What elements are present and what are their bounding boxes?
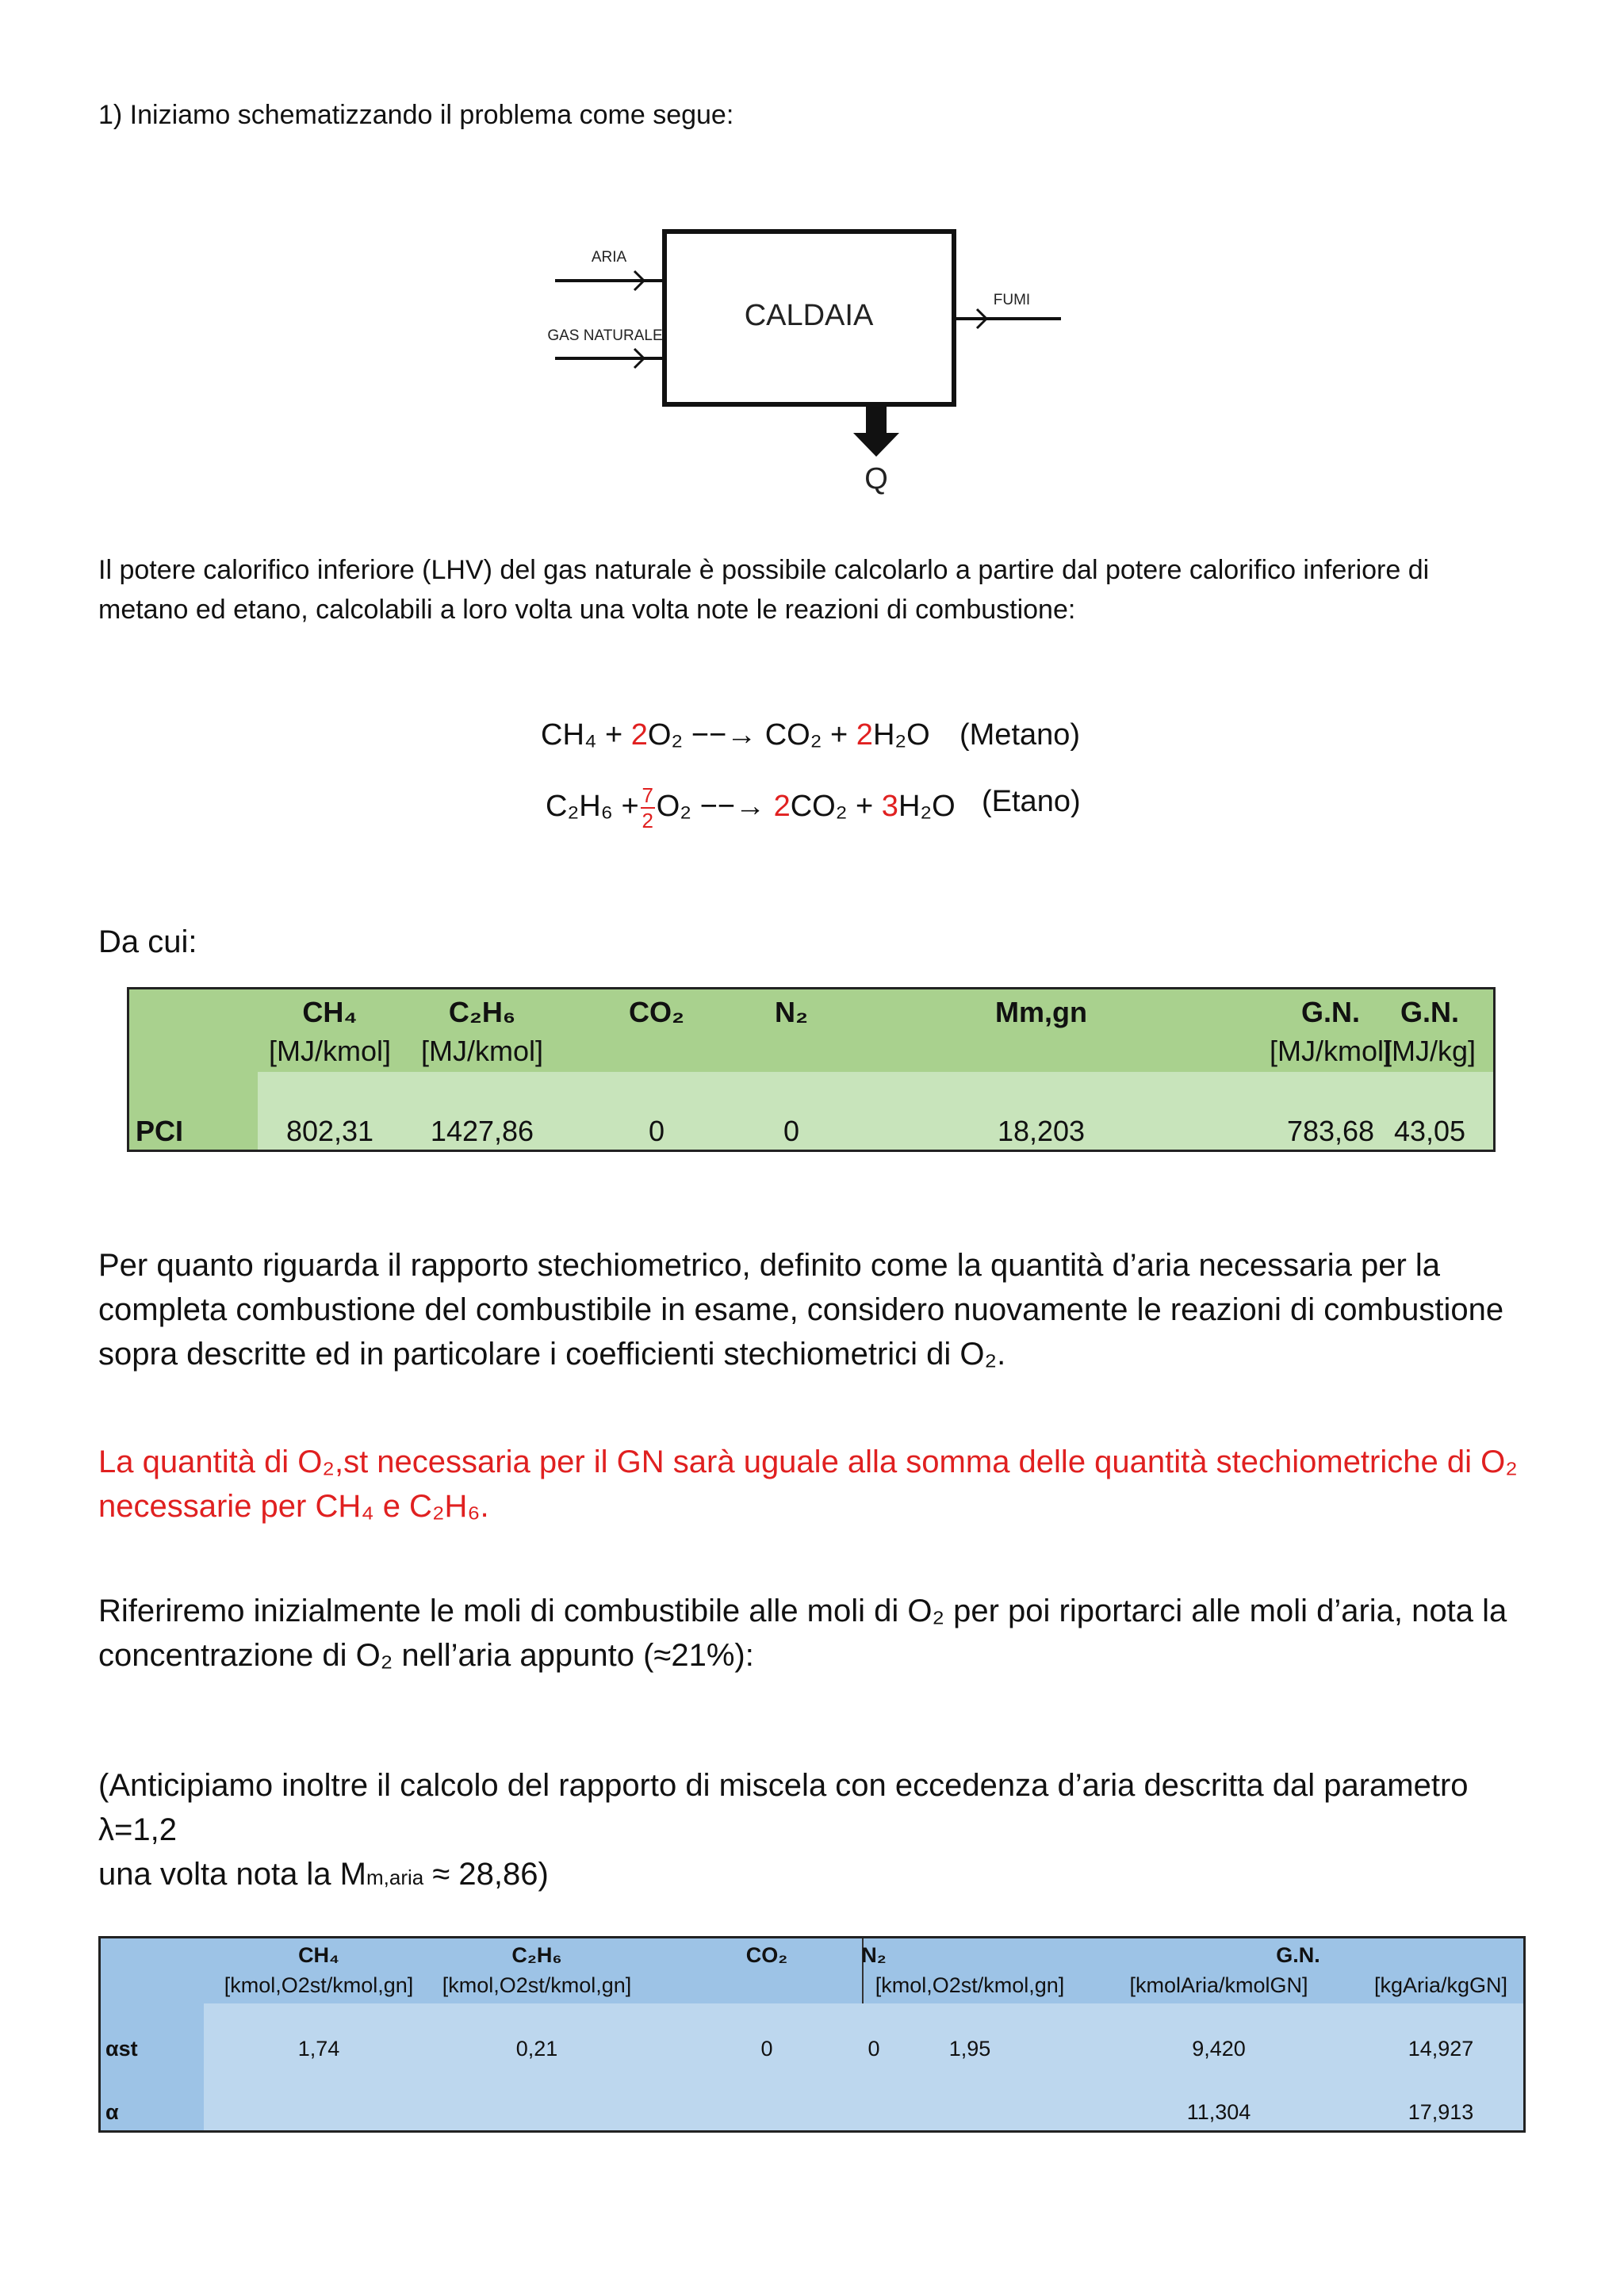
ethane-fraction-denominator: 2 xyxy=(642,809,653,832)
stoich-table xyxy=(98,1936,1526,2133)
pci-header-gn-kmol: G.N. xyxy=(1300,996,1360,1028)
ethane-arrow: −−→ xyxy=(699,790,765,824)
ethane-co2-coefficient: 2 xyxy=(773,790,791,824)
da-cui-text: Da cui: xyxy=(98,924,197,959)
stoich-alpha-st-c2h6: 0,21 xyxy=(515,2037,558,2061)
ethane-plus-1: + xyxy=(621,790,639,824)
stoich-header-gn: G.N. xyxy=(1276,1943,1320,1967)
stoich-row-alpha-st-label: αst xyxy=(105,2037,138,2061)
lhv-paragraph: Il potere calorifico inferiore (LHV) del gas naturale è possibile calcolarlo a partire dal potere calorifico inferiore di metano ed etano, calcolabili a loro volta una volta note le reazioni di combustione: xyxy=(98,555,1430,625)
stoich-header-co2: CO₂ xyxy=(745,1943,788,1967)
methane-label: (Metano) xyxy=(959,718,1081,752)
heat-arrow-shaft xyxy=(866,406,887,434)
gas-label: GAS NATURALE xyxy=(547,327,663,344)
lambda-line-2-subscript: m,aria xyxy=(366,1866,424,1889)
fumes-label: FUMI xyxy=(993,292,1031,308)
stoich-paragraph: Per quanto riguarda il rapporto stechiometrico, definito come la quantità d’aria necessaria per la completa combustione del combustibile in esame, considero nuovamente le reazioni di combustione sopra descritte ed in particolare i coefficienti stechiometrici di O₂. xyxy=(98,1248,1504,1372)
stoich-unit-ch4: [kmol,O2st/kmol,gn] xyxy=(224,1973,414,1997)
stoich-alpha-st-gn-o2: 1,95 xyxy=(948,2037,991,2061)
pci-header-co2: CO₂ xyxy=(629,996,684,1028)
methane-plus-1: + xyxy=(604,718,623,752)
pci-unit-gn-kg: [MJ/kg] xyxy=(1383,1035,1476,1067)
methane-plus-2: + xyxy=(830,718,848,752)
pci-value-n2: 0 xyxy=(783,1115,800,1147)
pci-value-mm: 18,203 xyxy=(997,1115,1086,1147)
boiler-diagram xyxy=(523,214,1094,507)
stoich-alpha-st-gn-kg: 14,927 xyxy=(1408,2037,1474,2061)
pci-unit-ch4: [MJ/kmol] xyxy=(268,1035,391,1067)
stoich-header-ch4: CH₄ xyxy=(298,1943,339,1967)
pci-unit-c2h6: [MJ/kmol] xyxy=(420,1035,543,1067)
intro-text: 1) Iniziamo schematizzando il problema come segue: xyxy=(98,100,734,130)
air-label: ARIA xyxy=(591,249,627,266)
pci-row-label: PCI xyxy=(136,1115,184,1147)
ethane-h2o-coefficient: 3 xyxy=(881,790,898,824)
stoich-header-c2h6: C₂H₆ xyxy=(511,1943,562,1967)
ethane-fraction-numerator: 7 xyxy=(642,783,653,807)
ethane-plus-2: + xyxy=(856,790,874,824)
stoich-unit-gn-o2: [kmol,O2st/kmol,gn] xyxy=(875,1973,1065,1997)
boiler-diagram-svg xyxy=(523,214,1094,507)
methane-co2: CO₂ xyxy=(764,718,822,752)
pci-header-n2: N₂ xyxy=(775,996,808,1028)
pci-value-c2h6: 1427,86 xyxy=(430,1115,534,1147)
methane-o2-coefficient: 2 xyxy=(630,718,648,752)
pci-header-gn-kg: G.N. xyxy=(1400,996,1459,1028)
boiler-label: CALDAIA xyxy=(744,299,874,332)
stoich-alpha-st-n2: 0 xyxy=(868,2037,880,2061)
ethane-fuel: C₂H₆ xyxy=(546,790,613,824)
stoich-alpha-st-ch4: 1,74 xyxy=(297,2037,340,2061)
heat-arrow-icon xyxy=(853,433,899,457)
methane-h2o-coefficient: 2 xyxy=(856,718,873,752)
pci-value-gn-kg: 43,05 xyxy=(1393,1115,1466,1147)
pci-header-mm: Mm,gn xyxy=(995,996,1087,1028)
lambda-line-1: (Anticipiamo inoltre il calcolo del rapporto di miscela con eccedenza d’aria descritta dal parametro λ=1,2 xyxy=(98,1768,1469,1847)
stoich-alpha-gn-kmol: 11,304 xyxy=(1186,2100,1251,2124)
stoich-header-n2: N₂ xyxy=(861,1943,887,1967)
ethane-co2: CO₂ xyxy=(790,790,848,824)
pci-header-ch4: CH₄ xyxy=(302,996,358,1028)
stoich-alpha-st-co2: 0 xyxy=(760,2037,773,2061)
ethane-o2: O₂ xyxy=(656,790,692,824)
heat-label: Q xyxy=(864,462,888,496)
pci-value-gn-kmol: 783,68 xyxy=(1286,1115,1375,1147)
methane-h2o: H₂O xyxy=(872,718,930,752)
lambda-line-2a: una volta nota la M xyxy=(98,1857,366,1892)
moles-paragraph: Riferiremo inizialmente le moli di combustibile alle moli di O₂ per poi riportarci alle moli d’aria, nota la concentrazione di O₂ nell’aria appunto (≈21%): xyxy=(98,1594,1507,1673)
methane-fuel: CH₄ xyxy=(541,718,597,752)
lambda-paragraph xyxy=(98,1763,1534,1900)
stoich-unit-c2h6: [kmol,O2st/kmol,gn] xyxy=(442,1973,632,1997)
stoich-alpha-st-gn-kmol: 9,420 xyxy=(1192,2037,1246,2061)
stoich-unit-gn-kmol: [kmolAria/kmolGN] xyxy=(1129,1973,1308,1997)
ethane-h2o: H₂O xyxy=(898,790,956,824)
stoich-unit-gn-kg: [kgAria/kgGN] xyxy=(1373,1973,1508,1997)
pci-value-co2: 0 xyxy=(648,1115,665,1147)
o2-sum-paragraph: La quantità di O₂,st necessaria per il GN sarà uguale alla somma delle quantità stechiometriche di O₂ necessarie per CH₄ e C₂H₆. xyxy=(98,1445,1518,1524)
methane-o2: O₂ xyxy=(647,718,684,752)
methane-reaction xyxy=(541,718,930,752)
ethane-reaction xyxy=(546,785,956,831)
pci-value-ch4: 802,31 xyxy=(285,1115,374,1147)
stoich-alpha-gn-kg: 17,913 xyxy=(1408,2100,1474,2124)
stoich-row-alpha-label: α xyxy=(105,2100,119,2124)
lambda-line-2c: ≈ 28,86) xyxy=(423,1857,549,1892)
methane-arrow: −−→ xyxy=(691,718,757,752)
ethane-o2-fraction xyxy=(641,785,655,831)
pci-unit-gn-kmol: [MJ/kmol] xyxy=(1269,1035,1392,1067)
pci-header-c2h6: C₂H₆ xyxy=(448,996,516,1028)
pci-table xyxy=(127,987,1496,1152)
ethane-label: (Etano) xyxy=(982,785,1081,818)
